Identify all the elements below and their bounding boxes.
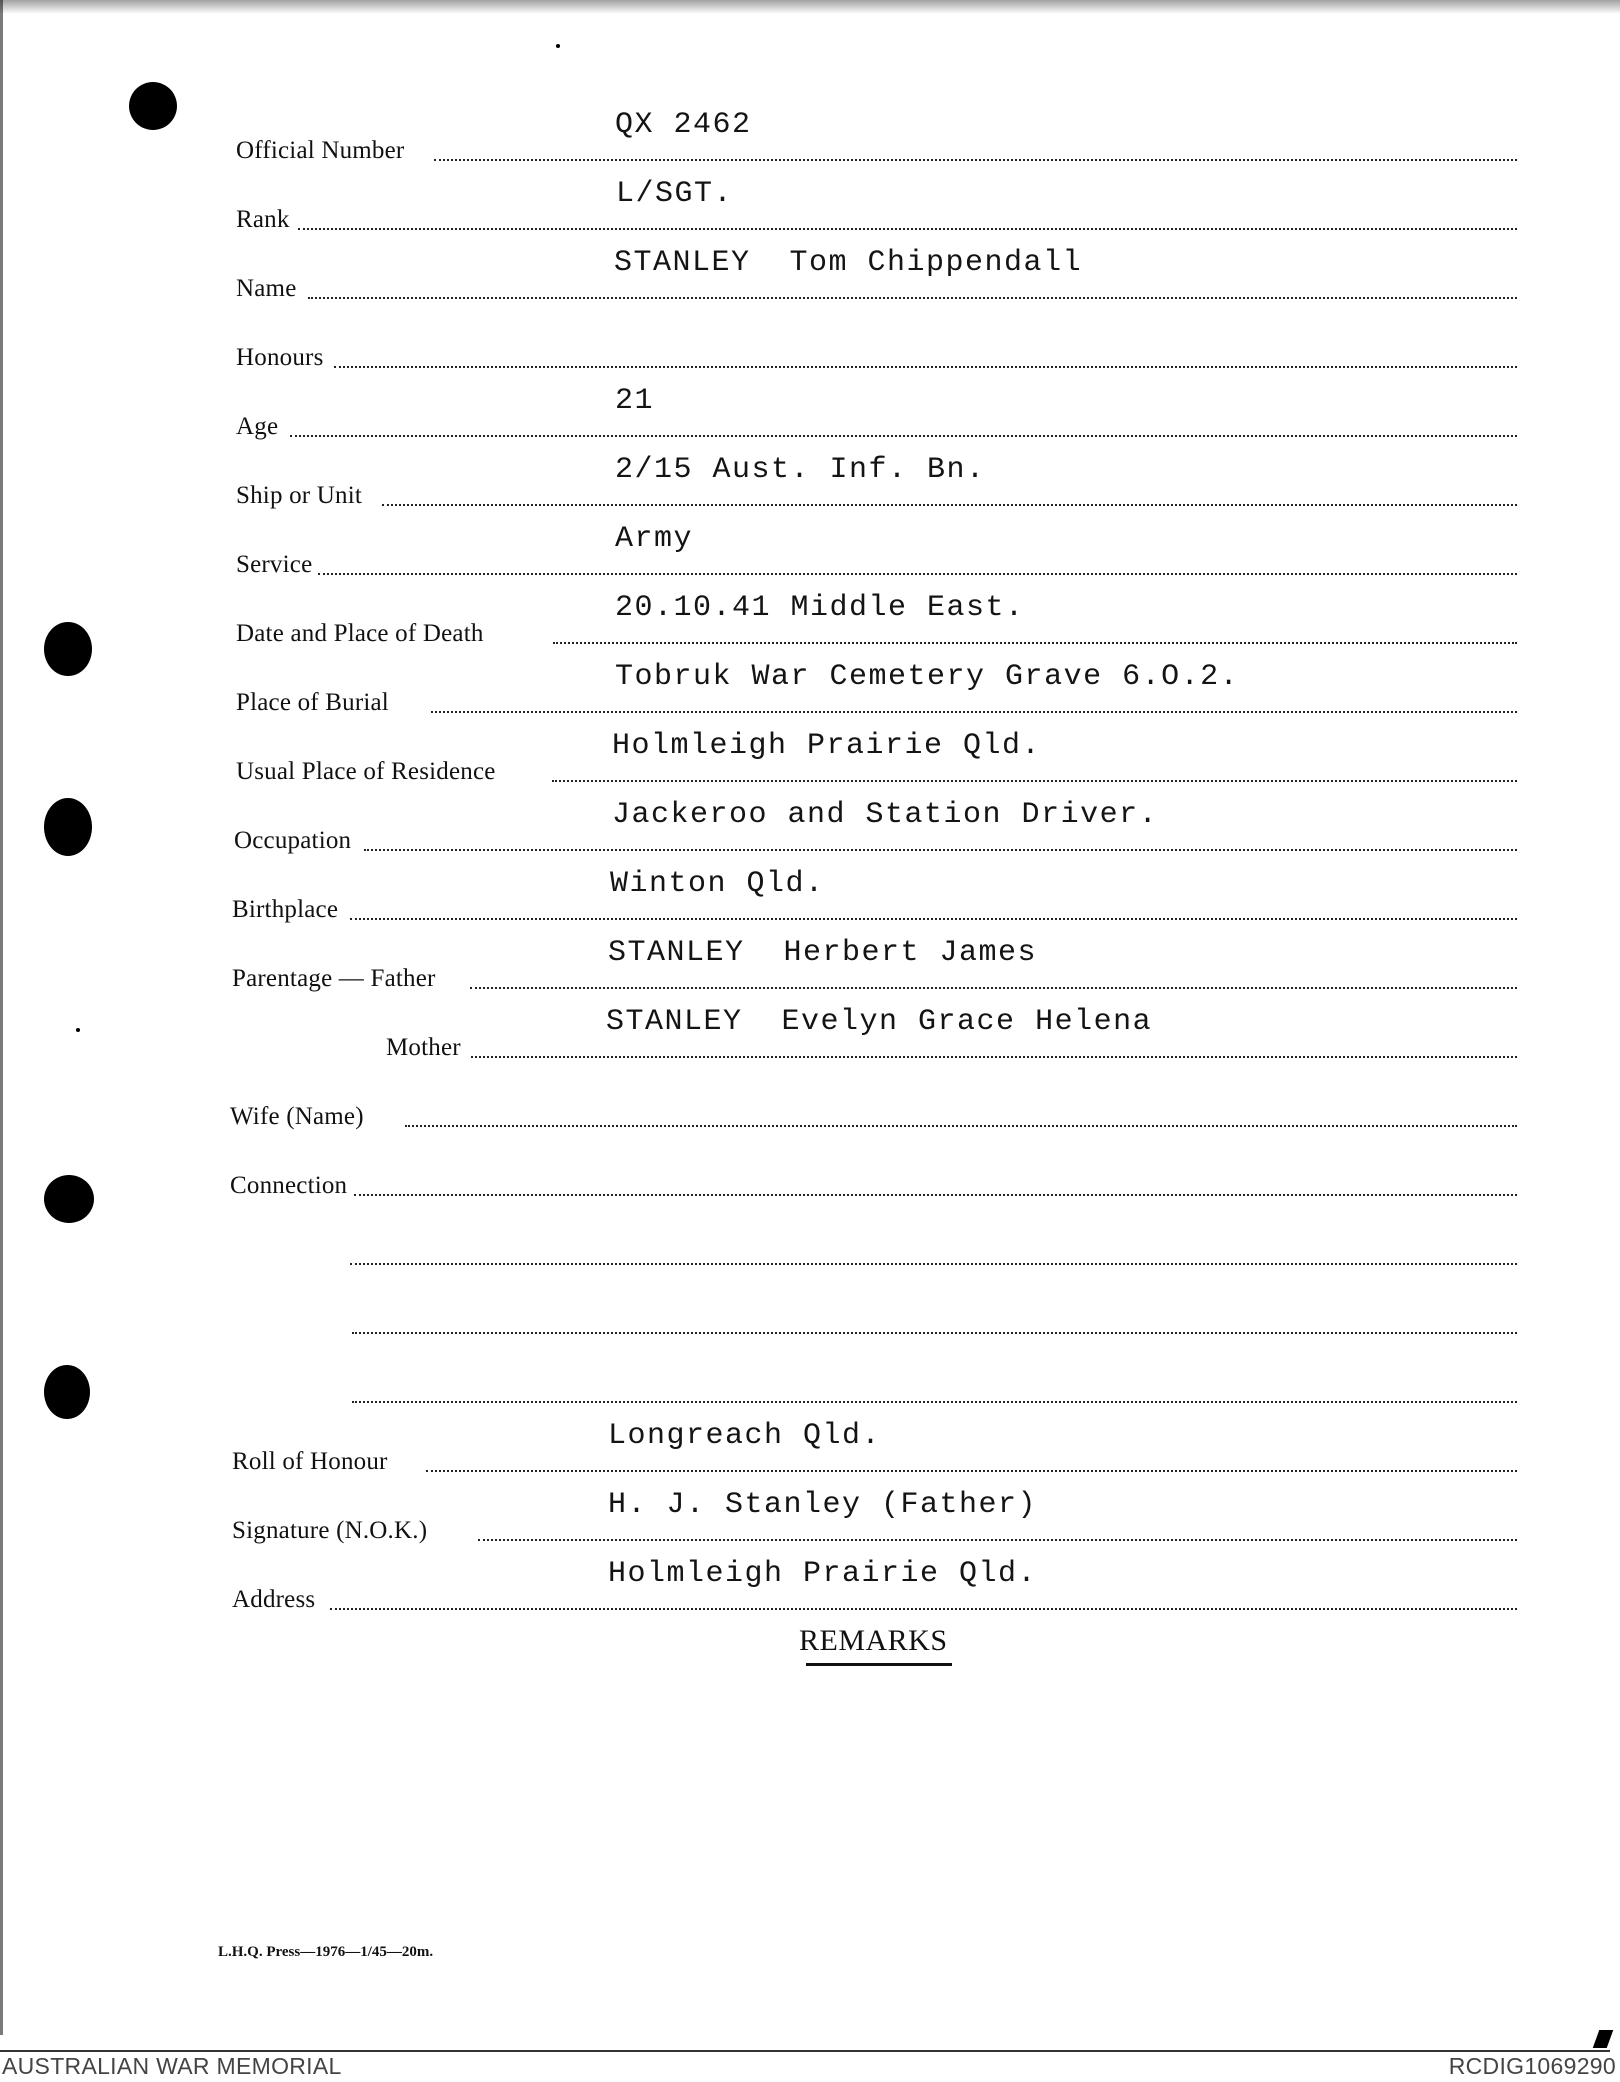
field-label: Honours xyxy=(236,344,324,371)
field-label: Birthplace xyxy=(232,896,339,923)
field-value: STANLEY Herbert James xyxy=(608,936,1038,970)
field-value: H. J. Stanley (Father) xyxy=(608,1488,1038,1522)
field-value: STANLEY Tom Chippendall xyxy=(614,246,1083,280)
field-mother xyxy=(0,1003,1620,1063)
field-value: 21 xyxy=(615,384,655,418)
field-occupation xyxy=(0,796,1620,856)
field-official-number xyxy=(0,106,1620,166)
field-value: 2/15 Aust. Inf. Bn. xyxy=(615,453,986,487)
field-value: Tobruk War Cemetery Grave 6.O.2. xyxy=(615,660,1240,694)
field-connection-line-2 xyxy=(0,1210,1620,1270)
footer-rule xyxy=(0,2050,1610,2052)
field-value: Winton Qld. xyxy=(610,867,825,901)
field-value: 20.10.41 Middle East. xyxy=(615,591,1025,625)
dotted-leader xyxy=(350,1263,1517,1265)
field-label: Ship or Unit xyxy=(236,482,363,509)
dotted-leader xyxy=(308,297,1517,299)
dotted-leader xyxy=(553,642,1517,644)
field-label: Connection xyxy=(230,1172,348,1199)
field-service xyxy=(0,520,1620,580)
field-place-of-burial xyxy=(0,658,1620,718)
dotted-leader xyxy=(318,573,1517,575)
dotted-leader xyxy=(364,849,1517,851)
field-label: Official Number xyxy=(236,137,405,164)
field-label: Date and Place of Death xyxy=(236,620,484,647)
dotted-leader xyxy=(354,1194,1517,1196)
field-label: Service xyxy=(236,551,313,578)
dotted-leader xyxy=(431,711,1517,713)
field-father xyxy=(0,934,1620,994)
field-label: Place of Burial xyxy=(236,689,389,716)
field-label: Signature (N.O.K.) xyxy=(232,1517,428,1544)
dotted-leader xyxy=(405,1125,1517,1127)
dotted-leader xyxy=(382,504,1517,506)
field-ship-or-unit xyxy=(0,451,1620,511)
field-value: Holmleigh Prairie Qld. xyxy=(608,1557,1038,1591)
field-label: Mother xyxy=(386,1034,461,1061)
field-value: Jackeroo and Station Driver. xyxy=(612,798,1159,832)
dotted-leader xyxy=(478,1539,1517,1541)
field-usual-residence xyxy=(0,727,1620,787)
field-birthplace xyxy=(0,865,1620,925)
field-date-place-of-death xyxy=(0,589,1620,649)
field-label: Occupation xyxy=(234,827,352,854)
dotted-leader xyxy=(334,366,1517,368)
field-value: STANLEY Evelyn Grace Helena xyxy=(606,1005,1153,1039)
field-connection-line-4 xyxy=(0,1348,1620,1408)
field-wife-name xyxy=(0,1072,1620,1132)
field-value: L/SGT. xyxy=(616,177,734,211)
dotted-leader xyxy=(290,435,1517,437)
field-label: Rank xyxy=(236,206,290,233)
field-rank xyxy=(0,175,1620,235)
field-label: Usual Place of Residence xyxy=(236,758,496,785)
field-name xyxy=(0,244,1620,304)
field-address xyxy=(0,1555,1620,1615)
dotted-leader xyxy=(434,159,1517,161)
field-label: Address xyxy=(232,1586,316,1613)
field-label: Parentage — Father xyxy=(232,965,436,992)
field-signature-nok xyxy=(0,1486,1620,1546)
dotted-leader xyxy=(352,1332,1517,1334)
dotted-leader xyxy=(471,1056,1517,1058)
field-value: Longreach Qld. xyxy=(608,1419,882,1453)
dotted-leader xyxy=(298,228,1517,230)
dotted-leader xyxy=(552,780,1517,782)
field-honours xyxy=(0,313,1620,373)
dotted-leader xyxy=(352,1401,1517,1403)
dotted-leader xyxy=(330,1608,1517,1610)
field-value: Holmleigh Prairie Qld. xyxy=(612,729,1042,763)
field-value: Army xyxy=(615,522,694,556)
footer-record-id: RCDIG1069290 xyxy=(1448,2053,1616,2079)
corner-mark xyxy=(1593,2030,1614,2048)
dotted-leader xyxy=(426,1470,1517,1472)
dotted-leader xyxy=(350,918,1517,920)
footer-archive-name: AUSTRALIAN WAR MEMORIAL xyxy=(2,2053,342,2079)
remarks-heading: REMARKS xyxy=(799,1624,948,1657)
press-note: L.H.Q. Press—1976—1/45—20m. xyxy=(218,1944,434,1960)
scan-top-edge xyxy=(0,0,1620,14)
field-connection-line-3 xyxy=(0,1279,1620,1339)
dotted-leader xyxy=(470,987,1517,989)
field-roll-of-honour xyxy=(0,1417,1620,1477)
remarks-underline xyxy=(806,1663,952,1666)
field-connection xyxy=(0,1141,1620,1201)
ink-speck xyxy=(556,44,560,48)
field-age xyxy=(0,382,1620,442)
field-label: Name xyxy=(236,275,297,302)
field-label: Age xyxy=(236,413,279,440)
field-value: QX 2462 xyxy=(615,108,752,142)
field-label: Wife (Name) xyxy=(230,1103,364,1130)
field-label: Roll of Honour xyxy=(232,1448,388,1475)
